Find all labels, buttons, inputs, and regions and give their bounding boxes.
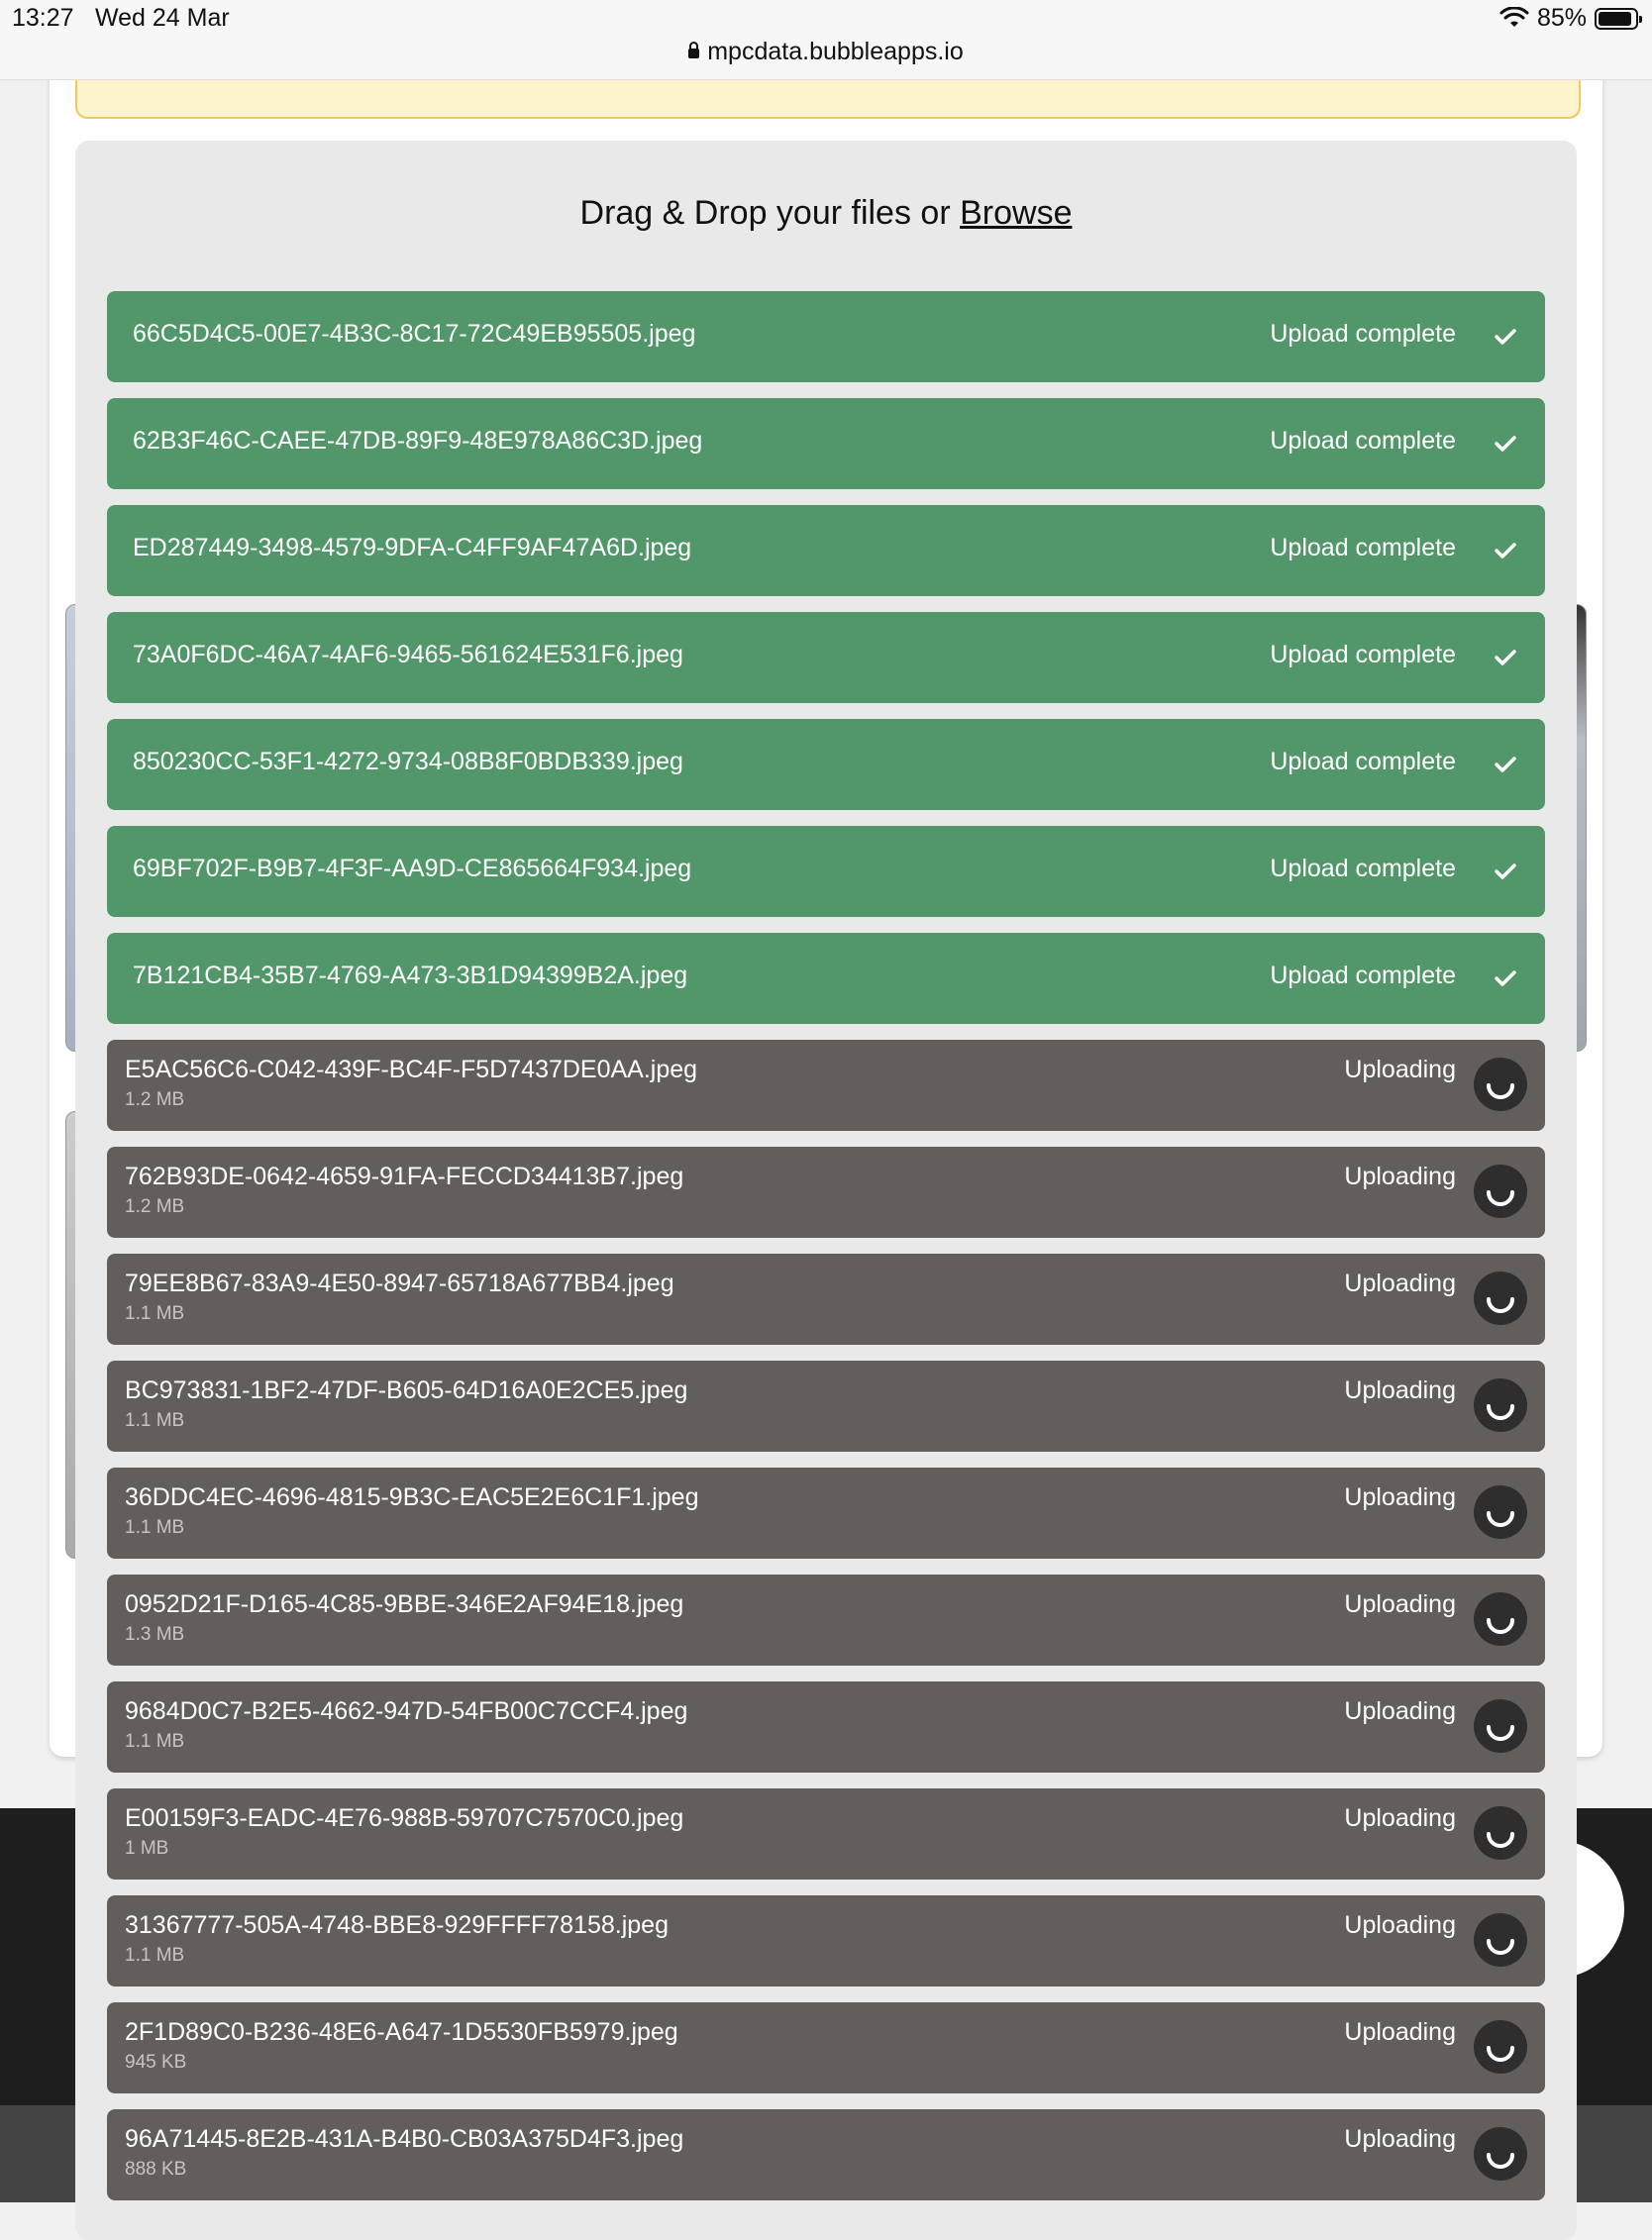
status-bar — [0, 0, 1652, 80]
file-size: 1.1 MB — [125, 1303, 185, 1324]
upload-status: Uploading — [1344, 1483, 1456, 1511]
file-row — [107, 933, 1545, 1024]
file-row — [107, 291, 1545, 382]
file-row — [107, 2002, 1545, 2093]
url-text: mpcdata.bubbleapps.io — [707, 38, 964, 65]
spinner-icon — [1474, 1592, 1527, 1646]
file-size: 1.1 MB — [125, 1945, 185, 1966]
status-date: Wed 24 Mar — [95, 4, 230, 32]
spinner-icon — [1474, 1699, 1527, 1753]
file-dropzone[interactable] — [75, 141, 1577, 2240]
file-name: 96A71445-8E2B-431A-B4B0-CB03A375D4F3.jpeg — [125, 2125, 684, 2153]
file-name: 69BF702F-B9B7-4F3F-AA9D-CE865664F934.jpeg — [133, 855, 692, 882]
file-size: 1.1 MB — [125, 1731, 185, 1752]
spinner-icon — [1474, 1913, 1527, 1967]
spinner-icon — [1474, 1165, 1527, 1218]
file-size: 888 KB — [125, 2159, 187, 2180]
file-size: 1.2 MB — [125, 1089, 185, 1110]
spinner-icon — [1474, 1272, 1527, 1325]
file-row — [107, 2109, 1545, 2200]
file-name: 36DDC4EC-4696-4815-9B3C-EAC5E2E6C1F1.jpeg — [125, 1483, 699, 1511]
upload-status: Uploading — [1344, 1376, 1456, 1404]
upload-status: Uploading — [1344, 1911, 1456, 1939]
battery-percent: 85% — [1536, 4, 1587, 32]
upload-status: Upload complete — [1270, 855, 1456, 882]
checkmark-icon — [1494, 432, 1517, 456]
checkmark-icon — [1494, 967, 1517, 990]
file-size: 1.3 MB — [125, 1624, 185, 1645]
checkmark-icon — [1494, 646, 1517, 669]
file-name: 9684D0C7-B2E5-4662-947D-54FB00C7CCF4.jpeg — [125, 1697, 688, 1725]
upload-status: Upload complete — [1270, 641, 1456, 668]
spinner-icon — [1474, 1485, 1527, 1539]
dropzone-instructions: Drag & Drop your files or — [579, 194, 961, 232]
file-name: 79EE8B67-83A9-4E50-8947-65718A677BB4.jpeg — [125, 1270, 674, 1297]
wifi-icon — [1499, 7, 1529, 31]
spinner-icon — [1474, 1058, 1527, 1111]
browse-link[interactable]: Browse — [960, 194, 1073, 232]
upload-status: Uploading — [1344, 2018, 1456, 2046]
spinner-icon — [1474, 1378, 1527, 1432]
file-size: 1.2 MB — [125, 1196, 185, 1217]
upload-status: Uploading — [1344, 1804, 1456, 1832]
upload-status: Uploading — [1344, 2125, 1456, 2153]
file-row — [107, 1895, 1545, 1986]
status-indicators — [1499, 4, 1638, 33]
file-size: 945 KB — [125, 2052, 187, 2073]
file-name: 31367777-505A-4748-BBE8-929FFFF78158.jpeg — [125, 1911, 669, 1939]
upload-status: Upload complete — [1270, 962, 1456, 989]
spinner-icon — [1474, 1806, 1527, 1860]
file-row — [107, 612, 1545, 703]
file-row — [107, 1361, 1545, 1452]
file-row — [107, 1040, 1545, 1131]
file-row — [107, 505, 1545, 596]
file-name: 62B3F46C-CAEE-47DB-89F9-48E978A86C3D.jpeg — [133, 427, 703, 455]
file-row — [107, 826, 1545, 917]
file-name: E5AC56C6-C042-439F-BC4F-F5D7437DE0AA.jpeg — [125, 1056, 698, 1083]
upload-status: Upload complete — [1270, 320, 1456, 348]
file-row — [107, 1575, 1545, 1666]
file-size: 1.1 MB — [125, 1517, 185, 1538]
file-name: 73A0F6DC-46A7-4AF6-9465-561624E531F6.jpeg — [133, 641, 683, 668]
dropzone-title — [75, 194, 1577, 233]
file-row — [107, 1681, 1545, 1773]
checkmark-icon — [1494, 539, 1517, 562]
battery-icon — [1595, 8, 1638, 30]
file-row — [107, 1147, 1545, 1238]
file-name: 7B121CB4-35B7-4769-A473-3B1D94399B2A.jpeg — [133, 962, 688, 989]
file-name: 762B93DE-0642-4659-91FA-FECCD34413B7.jpeg — [125, 1163, 684, 1190]
upload-status: Uploading — [1344, 1270, 1456, 1297]
file-name: 2F1D89C0-B236-48E6-A647-1D5530FB5979.jpeg — [125, 2018, 678, 2046]
upload-status: Uploading — [1344, 1590, 1456, 1618]
upload-status: Upload complete — [1270, 534, 1456, 561]
upload-status: Upload complete — [1270, 748, 1456, 775]
file-row — [107, 1468, 1545, 1559]
upload-status: Uploading — [1344, 1056, 1456, 1083]
file-name: 0952D21F-D165-4C85-9BBE-346E2AF94E18.jpeg — [125, 1590, 684, 1618]
lock-icon — [688, 49, 699, 58]
file-name: ED287449-3498-4579-9DFA-C4FF9AF47A6D.jpeg — [133, 534, 692, 561]
file-row — [107, 1254, 1545, 1345]
file-row — [107, 1788, 1545, 1880]
file-row — [107, 398, 1545, 489]
file-name: 850230CC-53F1-4272-9734-08B8F0BDB339.jpeg — [133, 748, 683, 775]
upload-status: Uploading — [1344, 1163, 1456, 1190]
address-bar[interactable] — [0, 38, 1652, 66]
status-time: 13:27 — [12, 4, 74, 32]
checkmark-icon — [1494, 860, 1517, 883]
spinner-icon — [1474, 2127, 1527, 2181]
checkmark-icon — [1494, 753, 1517, 776]
file-name: 66C5D4C5-00E7-4B3C-8C17-72C49EB95505.jpeg — [133, 320, 696, 348]
file-name: BC973831-1BF2-47DF-B605-64D16A0E2CE5.jpeg — [125, 1376, 688, 1404]
upload-status: Uploading — [1344, 1697, 1456, 1725]
file-name: E00159F3-EADC-4E76-988B-59707C7570C0.jpeg — [125, 1804, 684, 1832]
checkmark-icon — [1494, 325, 1517, 349]
upload-status: Upload complete — [1270, 427, 1456, 455]
spinner-icon — [1474, 2020, 1527, 2074]
file-size: 1 MB — [125, 1838, 169, 1859]
file-row — [107, 719, 1545, 810]
file-size: 1.1 MB — [125, 1410, 185, 1431]
